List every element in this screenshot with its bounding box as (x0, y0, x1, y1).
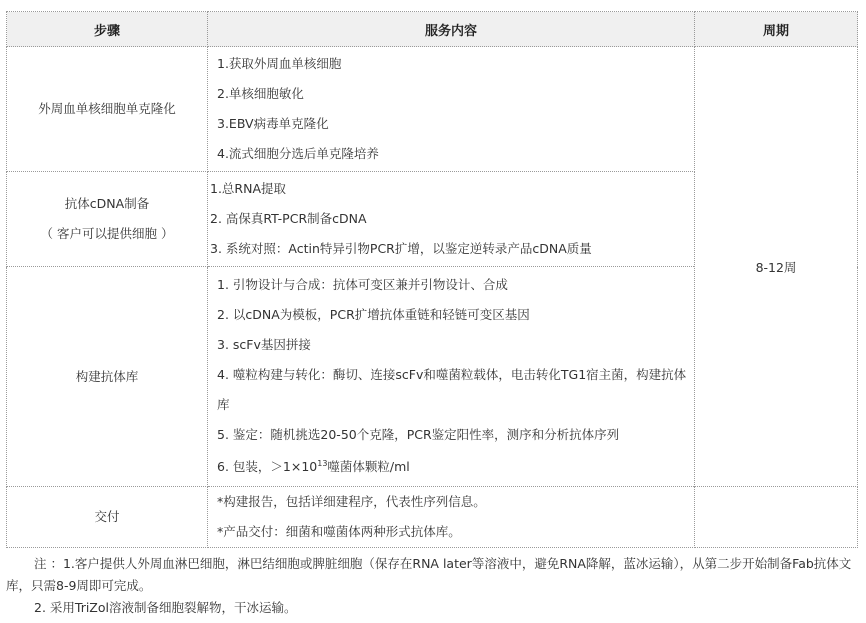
content-item: 1. 引物设计与合成：抗体可变区兼并引物设计、合成 (217, 276, 508, 292)
step-label: 交付 (94, 509, 120, 524)
package-prefix: 6. 包装，＞1×10 (217, 458, 318, 474)
period-value: 8-12周 (755, 259, 797, 275)
content-item: *构建报告，包括详细建程序，代表性序列信息。 (217, 494, 486, 509)
period-cell-empty (695, 487, 858, 548)
header-step: 步骤 (7, 12, 208, 47)
table-row (7, 47, 858, 172)
package-exponent: 13 (317, 458, 328, 468)
content-cell (208, 172, 695, 267)
step-sublabel: （ 客户可以提供细胞 ） (40, 226, 174, 241)
header-content: 服务内容 (208, 12, 695, 47)
content-item: 3. scFv基因拼接 (217, 336, 311, 352)
content-item: 3. 系统对照：Actin特异引物PCR扩增，以鉴定逆转录产品cDNA质量 (210, 241, 592, 256)
footnote-1: 注 ：1.客户提供人外周血淋巴细胞，淋巴结细胞或脾脏细胞（保存在RNA later等溶液中，避免RNA降解，蓝冰运输），从第二步开始制备Fab抗体文库，只需8-9周即可完成。 (6, 556, 852, 593)
package-suffix: 噬菌体颗粒/ml (327, 458, 410, 474)
content-item: 1.总RNA提取 (210, 181, 287, 196)
content-item: 5. 鉴定：随机挑选20-50个克隆，PCR鉴定阳性率，测序和分析抗体序列 (217, 426, 620, 442)
step-label: 构建抗体库 (75, 368, 139, 384)
content-item: 4.流式细胞分选后单克隆培养 (217, 146, 379, 161)
content-item: 1.获取外周血单核细胞 (217, 56, 342, 71)
step-cell (7, 487, 208, 548)
step-cell (7, 172, 208, 267)
content-item-package (217, 450, 694, 484)
content-item: 2. 高保真RT-PCR制备cDNA (210, 211, 367, 226)
step-label: 抗体cDNA制备 (64, 196, 150, 211)
step-cell (7, 47, 208, 172)
service-table (6, 11, 858, 548)
content-item: 2. 以cDNA为模板，PCR扩增抗体重链和轻链可变区基因 (217, 306, 530, 322)
table-header-row (7, 12, 858, 47)
content-item: *产品交付：细菌和噬菌体两种形式抗体库。 (217, 524, 461, 539)
step-cell (7, 267, 208, 487)
content-item: 3.EBV病毒单克隆化 (217, 116, 329, 131)
footnotes (6, 553, 858, 619)
content-item: 2.单核细胞敏化 (217, 86, 304, 101)
content-cell (208, 47, 695, 172)
content-item: 4. 噬粒构建与转化：酶切、连接scFv和噬菌粒载体，电击转化TG1宿主菌，构建抗体库 (217, 366, 687, 412)
content-cell (208, 487, 695, 548)
step-label: 外周血单核细胞单克隆化 (38, 101, 176, 116)
table-row (7, 487, 858, 548)
footnote-2: 2. 采用TriZol溶液制备细胞裂解物，干冰运输。 (34, 600, 297, 615)
period-cell (695, 47, 858, 487)
content-cell (208, 267, 695, 487)
header-period: 周期 (695, 12, 858, 47)
